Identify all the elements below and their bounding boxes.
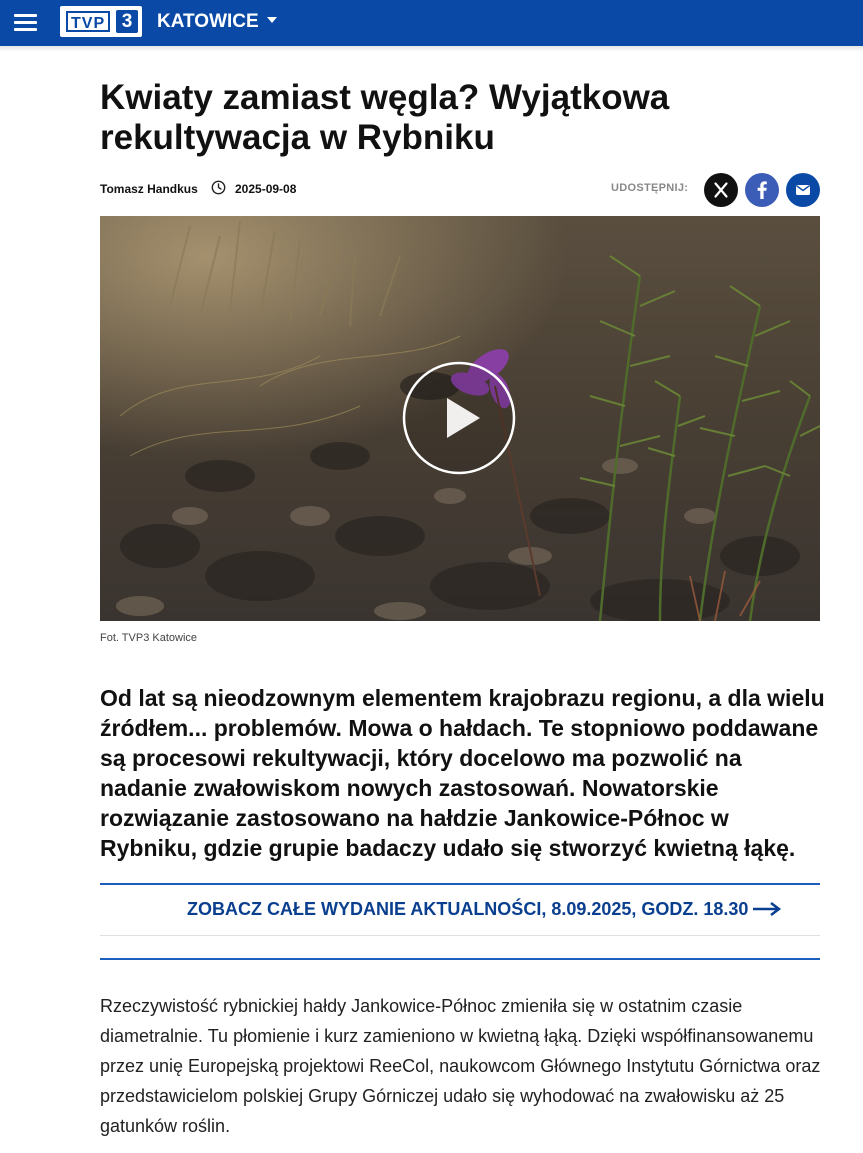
article-author[interactable]: Tomasz Handkus [100, 182, 198, 196]
header-shadow [0, 46, 863, 52]
logo-text: TVP [66, 11, 110, 32]
chevron-down-icon [267, 17, 277, 23]
tvp3-logo[interactable] [60, 6, 142, 37]
article-paragraph: Rzeczywistość rybnickiej hałdy Jankowice-Północ zmieniła się w ostatnim czasie diametralnie. Tu płomienie i kurz zamieniono w kwietną łąką. Dzięki współfinansowanemu przez unię Europejską projektowi ReeCol, naukowcom Głównego Instytutu Górnictwa oraz przedstawicielom polskiej Grupy Górniczej udało się wyhodować na zwałowisku aż 25 gatunków roślin. [100, 996, 821, 1136]
article-title: Kwiaty zamiast węgla? Wyjątkowa rekultywacja w Rybniku [100, 78, 670, 157]
promo-bottom-divider [100, 958, 820, 960]
mail-icon [786, 173, 820, 207]
x-icon [704, 173, 738, 207]
email-share-button[interactable] [786, 173, 820, 207]
play-icon[interactable] [402, 361, 516, 475]
article-lead: Od lat są nieodzownym elementem krajobrazu regionu, a dla wielu źródłem... problemów. Mowa o hałdach. Te stopniowo poddawane są procesowi rekultywacji, który docelowo ma pozwolić na nadanie zwałowiskom nowych zastosowań. Nowatorskie rozwiązanie zastosowano na hałdzie Jankowice-Północ w Rybniku, gdzie grupie badaczy udało się stworzyć kwietną łąkę. [100, 685, 825, 861]
facebook-icon [745, 173, 779, 207]
x-share-button[interactable] [704, 173, 738, 207]
logo-number: 3 [116, 10, 138, 33]
promo-top-divider [100, 883, 820, 885]
article-video[interactable] [100, 216, 820, 621]
promo-inner-divider [100, 935, 820, 936]
article-date: 2025-09-08 [235, 182, 297, 196]
facebook-share-button[interactable] [745, 173, 779, 207]
promo-link[interactable]: ZOBACZ CAŁE WYDANIE AKTUALNOŚCI, 8.09.2025, GODZ. 18.30 [187, 899, 749, 919]
arrow-right-icon[interactable] [752, 901, 782, 917]
clock-icon [211, 180, 226, 195]
hamburger-menu-icon[interactable] [14, 12, 38, 32]
region-label: KATOWICE [157, 11, 259, 32]
region-selector[interactable] [157, 10, 277, 34]
share-label: UDOSTĘPNIJ: [611, 182, 689, 194]
photo-caption: Fot. TVP3 Katowice [100, 632, 198, 644]
